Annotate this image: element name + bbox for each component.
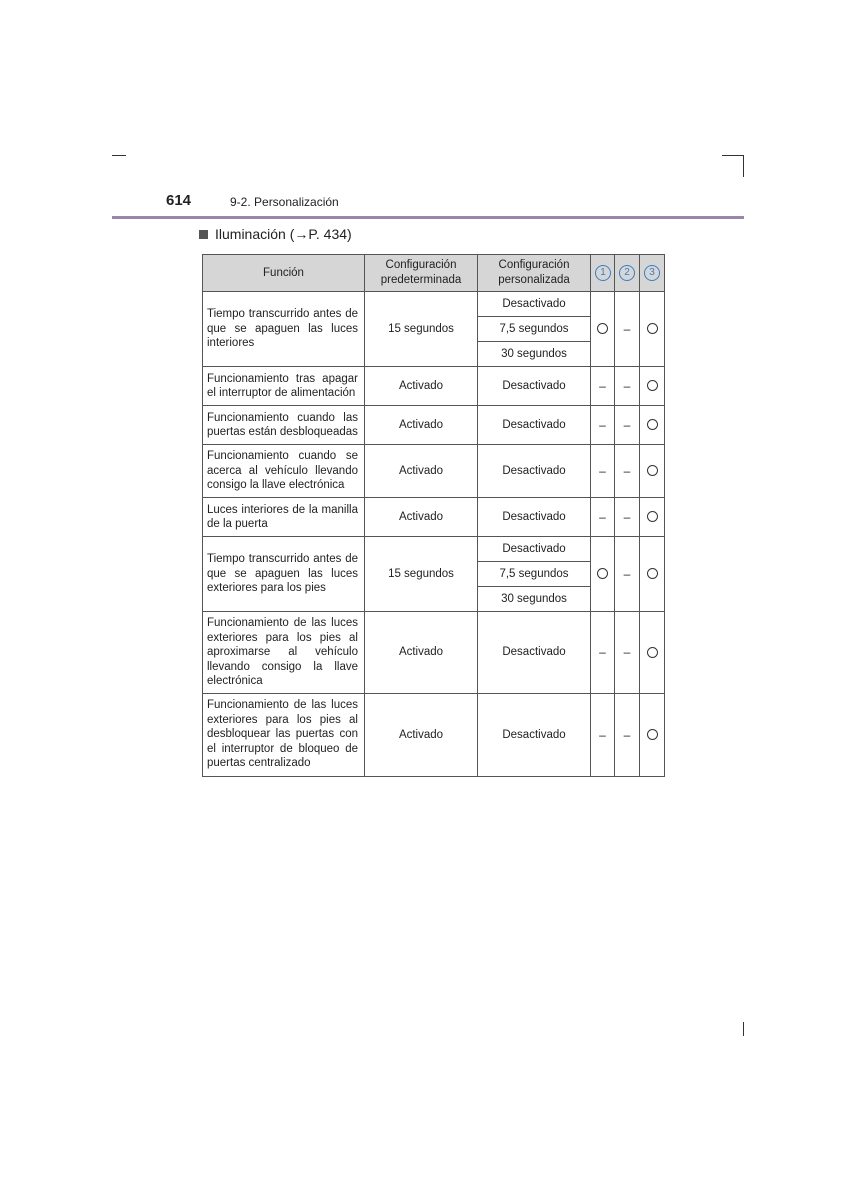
header-function: Función — [203, 255, 365, 292]
mark-cell-2 — [615, 537, 640, 612]
settings-table — [202, 254, 665, 777]
mark-cell-2 — [615, 612, 640, 694]
mark-cell-2 — [615, 406, 640, 445]
table-row — [203, 406, 665, 445]
mark-cell-2 — [615, 445, 640, 498]
header-col-3 — [640, 255, 665, 292]
header-custom: Configuración personalizada — [478, 255, 591, 292]
default-setting-cell: Activado — [365, 406, 478, 445]
mark-cell-1 — [591, 537, 615, 612]
mark-cell-3 — [640, 406, 665, 445]
dash-mark: – — [599, 727, 606, 742]
function-cell: Luces interiores de la manilla de la puerta — [203, 498, 365, 537]
dash-mark: – — [599, 418, 606, 432]
page-number: 614 — [166, 192, 192, 209]
mark-cell-1 — [591, 445, 615, 498]
header-col-2 — [615, 255, 640, 292]
custom-setting-cell: Desactivado — [478, 406, 591, 445]
custom-setting-cell: Desactivado — [478, 445, 591, 498]
circle-mark-icon — [647, 465, 658, 476]
header-divider — [112, 216, 744, 219]
circled-number-3-icon: 3 — [644, 265, 660, 281]
function-cell: Funcionamiento cuando las puertas están desbloqueadas — [203, 406, 365, 445]
table-header-row — [203, 255, 665, 292]
header-default: Configuración predeterminada — [365, 255, 478, 292]
dash-mark: – — [623, 379, 631, 393]
mark-cell-2 — [615, 367, 640, 406]
mark-cell-1 — [591, 498, 615, 537]
mark-cell-3 — [640, 367, 665, 406]
custom-setting-cell: Desactivado — [478, 693, 591, 776]
custom-setting-cell: 30 segundos — [478, 587, 591, 612]
dash-mark: – — [599, 645, 606, 660]
function-cell: Funcionamiento tras apagar el interruptor de alimentación — [203, 367, 365, 406]
circle-mark-icon — [647, 419, 658, 430]
custom-setting-cell: Desactivado — [478, 367, 591, 406]
circle-mark-icon — [597, 568, 608, 579]
custom-setting-cell: Desactivado — [478, 498, 591, 537]
table-row — [203, 612, 665, 694]
circled-number-2-icon: 2 — [619, 265, 635, 281]
default-setting-cell: 15 segundos — [365, 292, 478, 367]
dash-mark: – — [623, 464, 631, 478]
mark-cell-3 — [640, 292, 665, 367]
circle-mark-icon — [647, 511, 658, 522]
mark-cell-1 — [591, 292, 615, 367]
dash-mark: – — [623, 645, 631, 660]
circle-mark-icon — [647, 729, 658, 740]
circle-mark-icon — [647, 380, 658, 391]
function-cell: Funcionamiento cuando se acerca al vehículo llevando consigo la llave electrónica — [203, 445, 365, 498]
mark-cell-3 — [640, 537, 665, 612]
function-cell: Tiempo transcurrido antes de que se apaguen las luces interiores — [203, 292, 365, 367]
subheading-text: Iluminación (→P. 434) — [215, 226, 352, 242]
page-header — [112, 192, 744, 218]
custom-setting-cell: 7,5 segundos — [478, 317, 591, 342]
default-setting-cell: Activado — [365, 612, 478, 694]
mark-cell-1 — [591, 406, 615, 445]
table-row — [203, 693, 665, 776]
function-cell: Tiempo transcurrido antes de que se apaguen las luces exteriores para los pies — [203, 537, 365, 612]
circled-number-1-icon: 1 — [595, 265, 611, 281]
custom-setting-cell: Desactivado — [478, 292, 591, 317]
custom-setting-cell: 30 segundos — [478, 342, 591, 367]
crop-mark-top-right — [722, 155, 744, 156]
dash-mark: – — [599, 510, 606, 524]
section-title: 9-2. Personalización — [230, 195, 339, 209]
mark-cell-3 — [640, 612, 665, 694]
mark-cell-1 — [591, 367, 615, 406]
mark-cell-1 — [591, 612, 615, 694]
circle-mark-icon — [647, 323, 658, 334]
mark-cell-3 — [640, 445, 665, 498]
header-col-1 — [591, 255, 615, 292]
dash-mark: – — [599, 379, 606, 393]
mark-cell-2 — [615, 498, 640, 537]
mark-cell-2 — [615, 693, 640, 776]
mark-cell-2 — [615, 292, 640, 367]
custom-setting-cell: 7,5 segundos — [478, 562, 591, 587]
circle-mark-icon — [647, 647, 658, 658]
dash-mark: – — [623, 567, 631, 581]
function-cell: Funcionamiento de las luces exteriores para los pies al aproximarse al vehículo llevando consigo la llave electrónica — [203, 612, 365, 694]
dash-mark: – — [623, 510, 631, 524]
default-setting-cell: 15 segundos — [365, 537, 478, 612]
circle-mark-icon — [647, 568, 658, 579]
default-setting-cell: Activado — [365, 693, 478, 776]
margin-mark — [743, 1022, 744, 1036]
table-row — [203, 498, 665, 537]
default-setting-cell: Activado — [365, 445, 478, 498]
subheading — [199, 226, 352, 242]
default-setting-cell: Activado — [365, 367, 478, 406]
table-row — [203, 292, 665, 317]
table-row — [203, 445, 665, 498]
custom-setting-cell: Desactivado — [478, 537, 591, 562]
mark-cell-3 — [640, 693, 665, 776]
mark-cell-3 — [640, 498, 665, 537]
circle-mark-icon — [597, 323, 608, 334]
default-setting-cell: Activado — [365, 498, 478, 537]
dash-mark: – — [599, 464, 606, 478]
function-cell: Funcionamiento de las luces exteriores para los pies al desbloquear las puertas con el interruptor de bloqueo de puertas centralizado — [203, 693, 365, 776]
dash-mark: – — [623, 418, 631, 432]
crop-mark-top-left — [112, 155, 126, 156]
table-row — [203, 367, 665, 406]
square-bullet-icon — [199, 230, 208, 239]
crop-mark-top-right-vertical — [743, 155, 744, 177]
mark-cell-1 — [591, 693, 615, 776]
table-body — [203, 292, 665, 777]
dash-mark: – — [623, 322, 631, 336]
dash-mark: – — [623, 727, 631, 742]
custom-setting-cell: Desactivado — [478, 612, 591, 694]
table-row — [203, 537, 665, 562]
